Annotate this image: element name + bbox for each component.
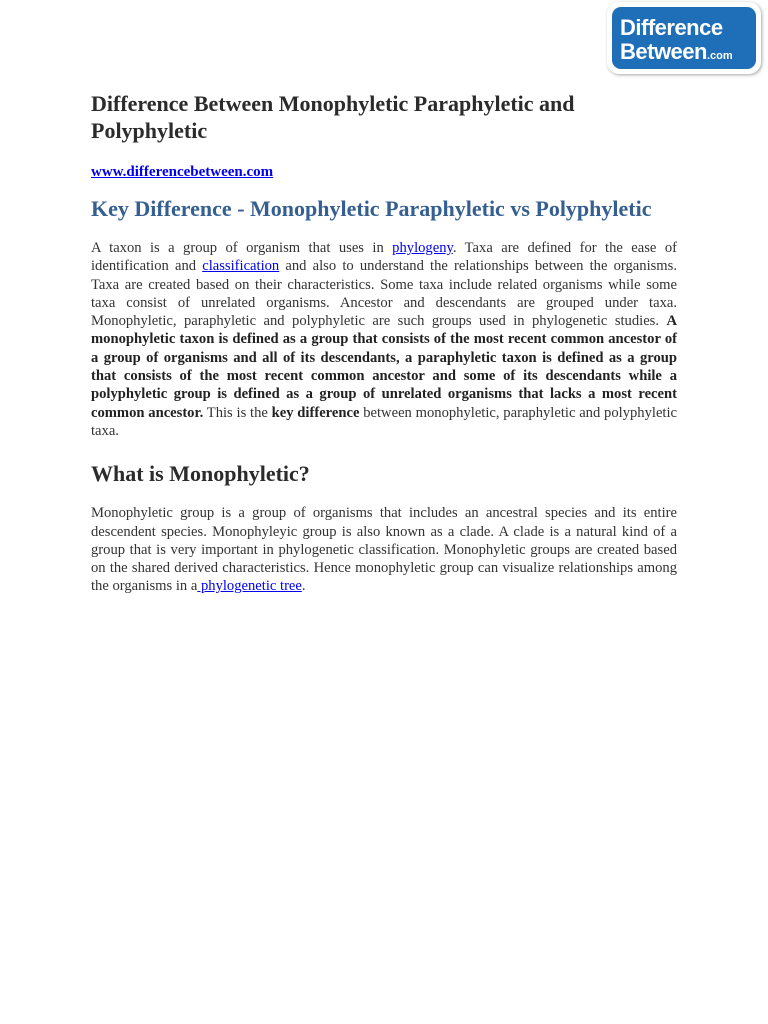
intro-text-4: This is the [203, 404, 272, 421]
mono-text-2: . [301, 578, 306, 595]
key-difference-heading: Key Difference - Monophyletic Paraphyletic vs Polyphyletic [91, 196, 652, 221]
logo-text-between-word: Between [620, 39, 707, 64]
intro-text-5: between monophyletic, paraphyletic and polyphyletic taxa. [91, 404, 678, 439]
classification-link[interactable]: classification [202, 258, 280, 275]
logo-text-between [620, 41, 733, 63]
intro-text-1: A taxon is a group of organism that uses in [91, 240, 393, 256]
website-link[interactable]: www.differencebetween.com [91, 164, 274, 180]
key-difference-bold-text: key difference [271, 404, 360, 421]
definition-bold-text: A monophyletic taxon is defined as a group that consists of the most recent common ancestor of a group of organisms and all of its descendants, a paraphyletic taxon is defined as a group that consists of the most recent common ancestor and some of its descendants while a polyphyletic group is defined as a group of unrelated organisms that lacks a most recent common ancestor. [91, 313, 677, 421]
monophyletic-paragraph [91, 504, 677, 595]
phylogeny-link[interactable]: phylogeny [392, 240, 453, 256]
logo-text-dotcom: .com [706, 50, 733, 62]
phylogenetic-tree-link[interactable]: phylogenetic tree [197, 578, 302, 595]
intro-text-3: and also to understand the relationships between the organisms. Taxa are created based on their characteristics. Some taxa include related organisms while some taxa consist of unrelated organisms. Ancestor and descendants are grouped under taxa. Monophyletic, paraphyletic and polyphyletic are such groups used in phylogenetic studies. [91, 258, 677, 330]
site-logo[interactable] [607, 2, 761, 74]
article-content [91, 90, 677, 596]
site-logo-badge [612, 7, 756, 69]
mono-text-1: Monophyletic group is a group of organisms that includes an ancestral species and its entire descendent species. Monophyleyic group is also known as a clade. A clade is a natural kind of a group that is very important in phylogenetic classification. Monophyletic groups are created based on the shared derived characteristics. Hence monophyletic group can visualize relationships among the organisms in a [91, 505, 677, 595]
intro-paragraph [91, 239, 677, 440]
what-is-monophyletic-heading: What is Monophyletic? [91, 461, 310, 487]
intro-text-2: . Taxa are defined for the ease of identification and [91, 240, 677, 275]
document-title: Difference Between Monophyletic Paraphyletic and Polyphyletic [91, 91, 575, 143]
logo-text-difference: Difference [620, 15, 723, 40]
